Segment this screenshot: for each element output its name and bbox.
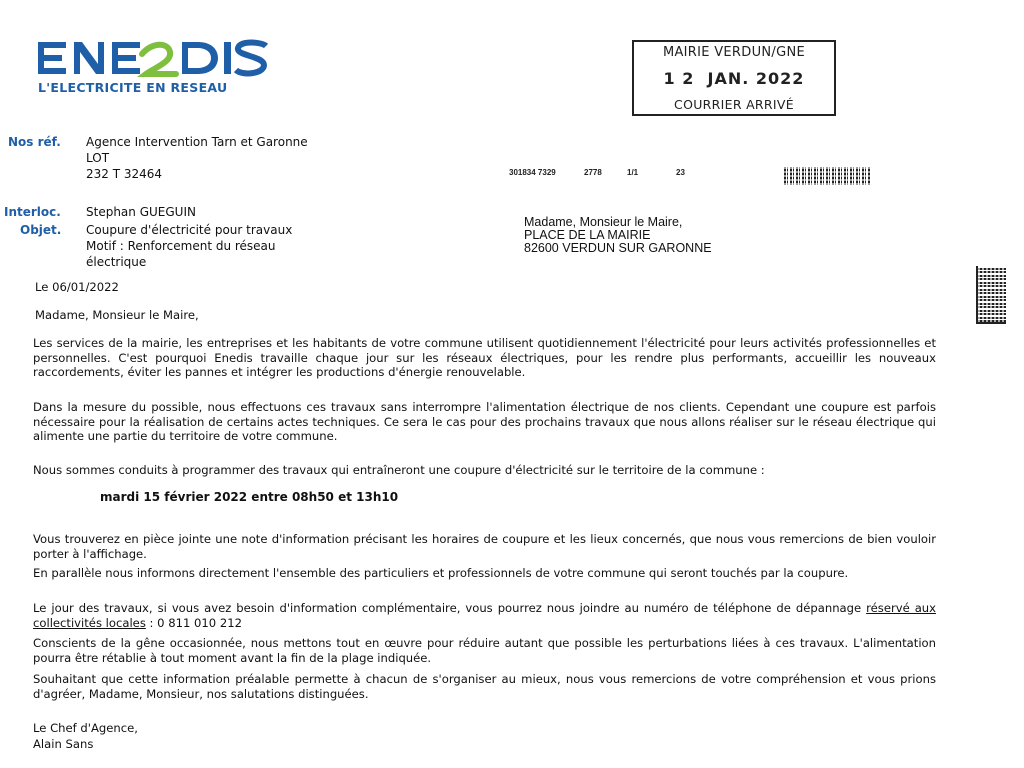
paragraph-8: Souhaitant que cette information préalable permette à chacun de s'organiser au mieux, nous vous remercions de votre compréhension et vous prions d'agréer, Madame, Monsieur, nos salutations distinguées.	[33, 672, 936, 701]
objet-line-2: Motif : Renforcement du réseau	[86, 239, 276, 253]
enedis-logo	[36, 38, 276, 98]
objet-line-3: électrique	[86, 255, 147, 269]
paragraph-1: Les services de la mairie, les entreprises et les habitants de votre commune utilisent quotidiennement l'électricité pour leurs activités professionnelles et personnelles. C'est pourquoi Enedis travaille chaque jour sur les réseaux électriques, pour les rendre plus performants, accueillir les nouveaux raccordements, éviter les pannes et intégrer les productions d'énergie renouvelable.	[33, 336, 936, 380]
paragraph-6	[33, 601, 936, 630]
paragraph-6-reserved: réservé aux collectivités locales	[33, 601, 937, 630]
objet-line-1: Coupure d'électricité pour travaux	[86, 223, 293, 237]
paragraph-6-part-a: Le jour des travaux, si vous avez besoin d'information complémentaire, vous pourrez nous joindre au numéro de	[33, 601, 709, 615]
tracking-page: 1/1	[627, 168, 639, 177]
letter-salutation: Madame, Monsieur le Maire,	[35, 308, 199, 322]
recipient-line-3: 82600 VERDUN SUR GARONNE	[524, 241, 712, 255]
nos-ref-values	[86, 134, 308, 182]
stamp-courrier: COURRIER ARRIVÉ	[674, 97, 794, 112]
recipient-line-2: PLACE DE LA MAIRIE	[524, 228, 651, 242]
objet-values	[86, 222, 292, 270]
objet-label: Objet.	[20, 223, 62, 237]
paragraph-4: Vous trouverez en pièce jointe une note d'information précisant les horaires de coupure et les lieux concernés, que nous vous remercions de bien vouloir porter à l'affichage.	[33, 532, 936, 561]
postal-barcode	[784, 167, 870, 185]
signature-name: Alain Sans	[33, 737, 94, 751]
arrival-stamp	[632, 40, 836, 116]
interloc-label: Interloc.	[4, 205, 61, 219]
letter-date: Le 06/01/2022	[35, 280, 119, 294]
paragraph-6-colon: :	[145, 615, 158, 630]
nos-ref-number: 232 T 32464	[86, 167, 163, 181]
stamp-date: 1 2 JAN. 2022	[663, 69, 805, 88]
recipient-line-1: Madame, Monsieur le Maire,	[524, 215, 683, 229]
emergency-phone-number: 0 811 010 212	[157, 615, 242, 630]
tracking-n1: 2778	[584, 168, 602, 177]
outage-date: mardi 15 février 2022 entre 08h50 et 13h10	[100, 490, 399, 504]
nos-ref-agency: Agence Intervention Tarn et Garonne	[86, 135, 308, 149]
nos-ref-label: Nos réf.	[8, 135, 61, 149]
stamp-mairie: MAIRIE VERDUN/GNE	[662, 45, 806, 60]
side-datamatrix-code	[976, 266, 1006, 324]
paragraph-6-part-b: téléphone de dépannage	[713, 601, 862, 615]
paragraph-2: Dans la mesure du possible, nous effectuons ces travaux sans interrompre l'alimentation électrique de nos clients. Cependant une coupure est parfois nécessaire pour la réalisation de certains actes techniques. Ce sera le cas pour des prochains travaux que nous allons réaliser sur le réseau électrique qui alimente une partie du territoire de votre commune.	[33, 400, 936, 444]
tracking-code: 301834 7329	[509, 168, 556, 177]
interloc-value: Stephan GUEGUIN	[86, 205, 196, 219]
enedis-logo-wordmark	[36, 38, 272, 78]
paragraph-7: Conscients de la gêne occasionnée, nous mettons tout en œuvre pour réduire autant que possible les perturbations liées à ces travaux. L'alimentation pourra être rétablie à tout moment avant la fin de la plage indiquée.	[33, 636, 936, 665]
logo-tagline: L'ELECTRICITE EN RESEAU	[38, 80, 228, 95]
signature-title: Le Chef d'Agence,	[33, 721, 138, 735]
tracking-n2: 23	[676, 168, 685, 177]
recipient-address	[524, 216, 712, 255]
paragraph-5: En parallèle nous informons directement l'ensemble des particuliers et professionnels de votre commune qui seront touchés par la coupure.	[33, 566, 849, 580]
paragraph-3: Nous sommes conduits à programmer des travaux qui entraîneront une coupure d'électricité sur le territoire de la commune :	[33, 463, 765, 477]
nos-ref-lot: LOT	[86, 151, 110, 165]
